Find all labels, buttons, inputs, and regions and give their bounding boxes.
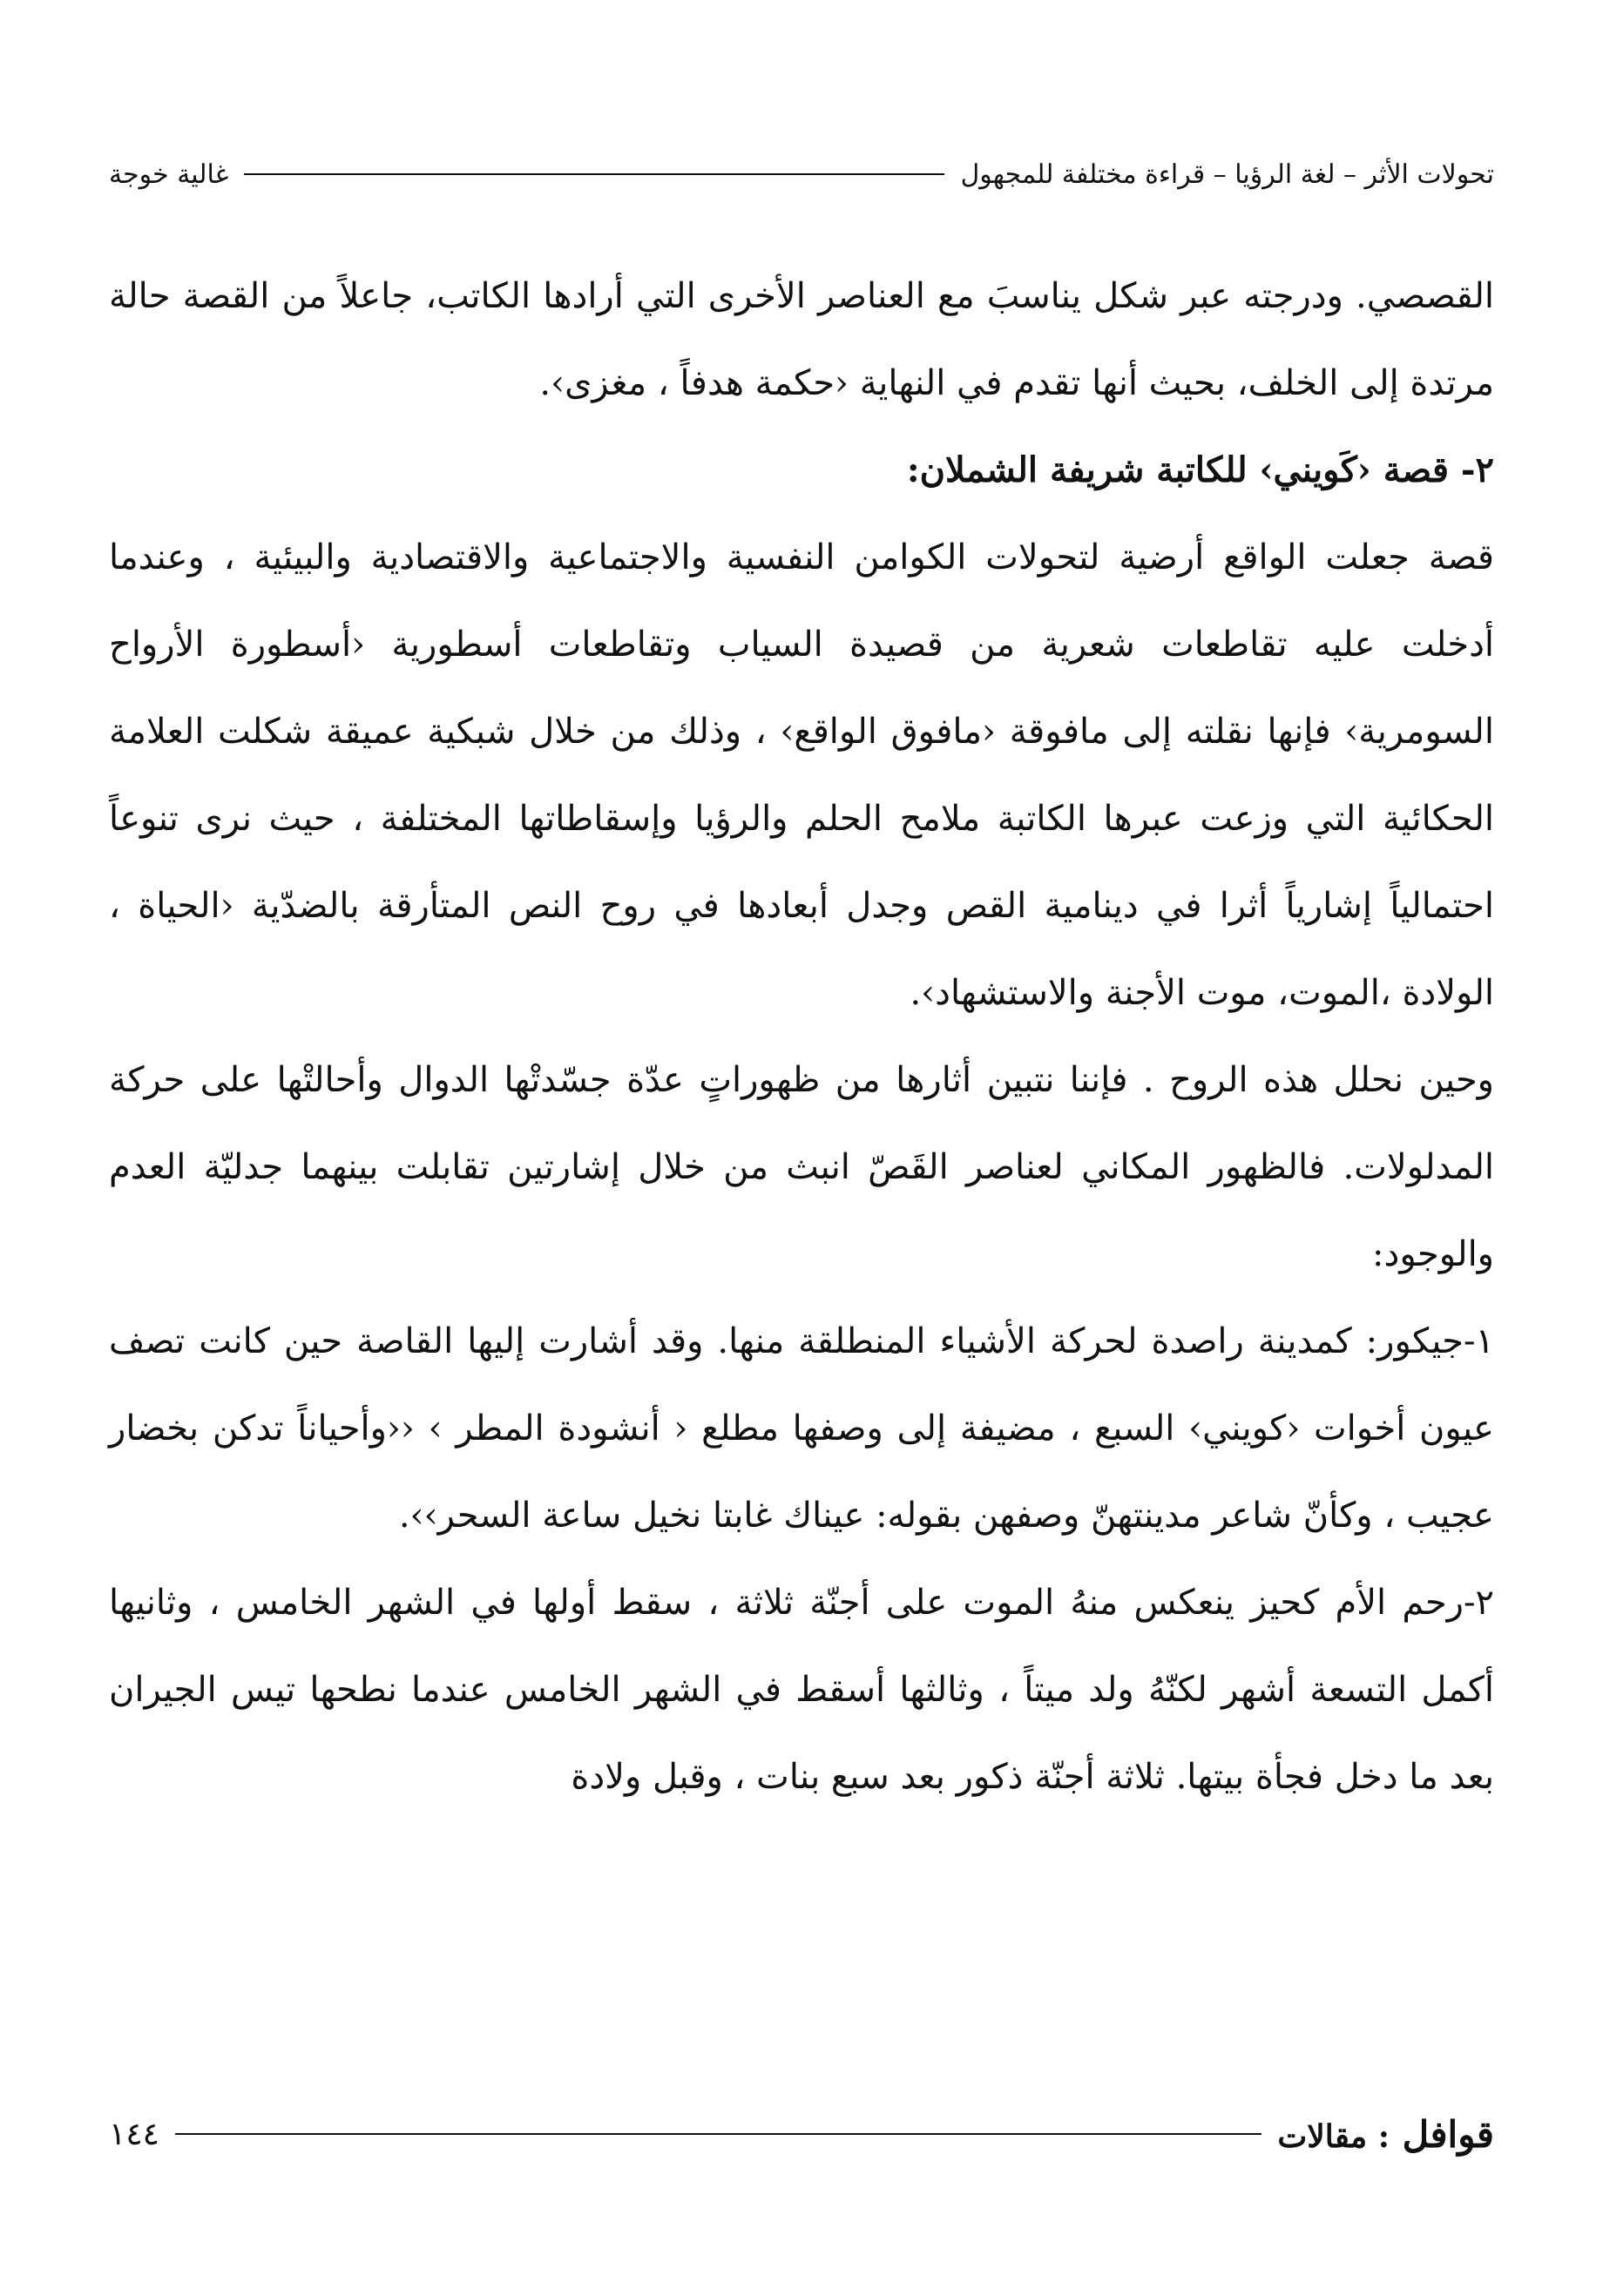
page-number: ١٤٤ (109, 2116, 160, 2152)
journal-section: : مقالات (1277, 2117, 1390, 2155)
footer-rule (175, 2133, 1261, 2135)
section-heading: ٢- قصة ‹كَويني› للكاتبة شريفة الشملان: (906, 449, 1494, 490)
article-body (109, 253, 1494, 1820)
paragraph-3: وحين نحلل هذه الروح . فإننا نتبين أثارها من ظهوراتٍ عدّة جسّدتْها الدوال وأحالتْها على حركة المدلولات. فالظهور المكاني لعناصر القَصّ انبث من خلال إشارتين تقابلت بينهما جدليّة العدم والوجود: (109, 1060, 1494, 1274)
journal-name: قوافل (1402, 2112, 1494, 2156)
paragraph-1: القصصي. ودرجته عبر شكل يناسبَ مع العناصر الأخرى التي أرادها الكاتب، جاعلاً من القصة حالة مرتدة إلى الخلف، بحيث أنها تقدم في النهاية ‹حكمة هدفاً ، مغزى›. (109, 276, 1494, 403)
page-footer (109, 2108, 1494, 2160)
list-item-1: ١-جيكور: كمدينة راصدة لحركة الأشياء المنطلقة منها. وقد أشارت إليها القاصة حين كانت تصف عيون أخوات ‹كويني› السبع ، مضيفة إلى وصفها مطلع ‹ أنشودة المطر › ‹‹وأحياناً تدكن بخضار عجيب ، وكأنّ شاعر مدينتهنّ وصفهن بقوله: عيناك غابتا نخيل ساعة السحر››. (109, 1321, 1494, 1536)
header-rule (244, 173, 944, 175)
running-header (109, 152, 1494, 196)
paragraph-2: قصة جعلت الواقع أرضية لتحولات الكوامن النفسية والاجتماعية والاقتصادية والبيئية ، وعندما أدخلت عليه تقاطعات شعرية من قصيدة السياب وتقاطعات أسطورية ‹أسطورة الأرواح السومرية› فإنها نقلته إلى مافوقة ‹مافوق الواقع› ، وذلك من خلال شبكية عميقة شكلت العلامة الحكائية التي وزعت عبرها الكاتبة ملامح الحلم والرؤيا وإسقاطاتها المختلفة ، حيث نرى تنوعاً احتمالياً إشارياً أثرا في دينامية القص وجدل أبعادها في روح النص المتأرقة بالضدّية ‹الحياة ، الولادة ،الموت، موت الأجنة والاستشهاد›. (109, 537, 1494, 1013)
header-author: غالية خوجة (109, 159, 229, 190)
list-item-2: ٢-رحم الأم كحيز ينعكس منهُ الموت على أجنّة ثلاثة ، سقط أولها في الشهر الخامس ، وثانيها أكمل التسعة أشهر لكنّهُ ولد ميتاً ، وثالثها أسقط في الشهر الخامس عندما نطحها تيس الجيران بعد ما دخل فجأة بيتها. ثلاثة أجنّة ذكور بعد سبع بنات ، وقبل ولادة (109, 1583, 1494, 1797)
footer-journal (1277, 2113, 1494, 2156)
header-title: تحولات الأثر – لغة الرؤيا – قراءة مختلفة للمجهول (960, 159, 1494, 190)
